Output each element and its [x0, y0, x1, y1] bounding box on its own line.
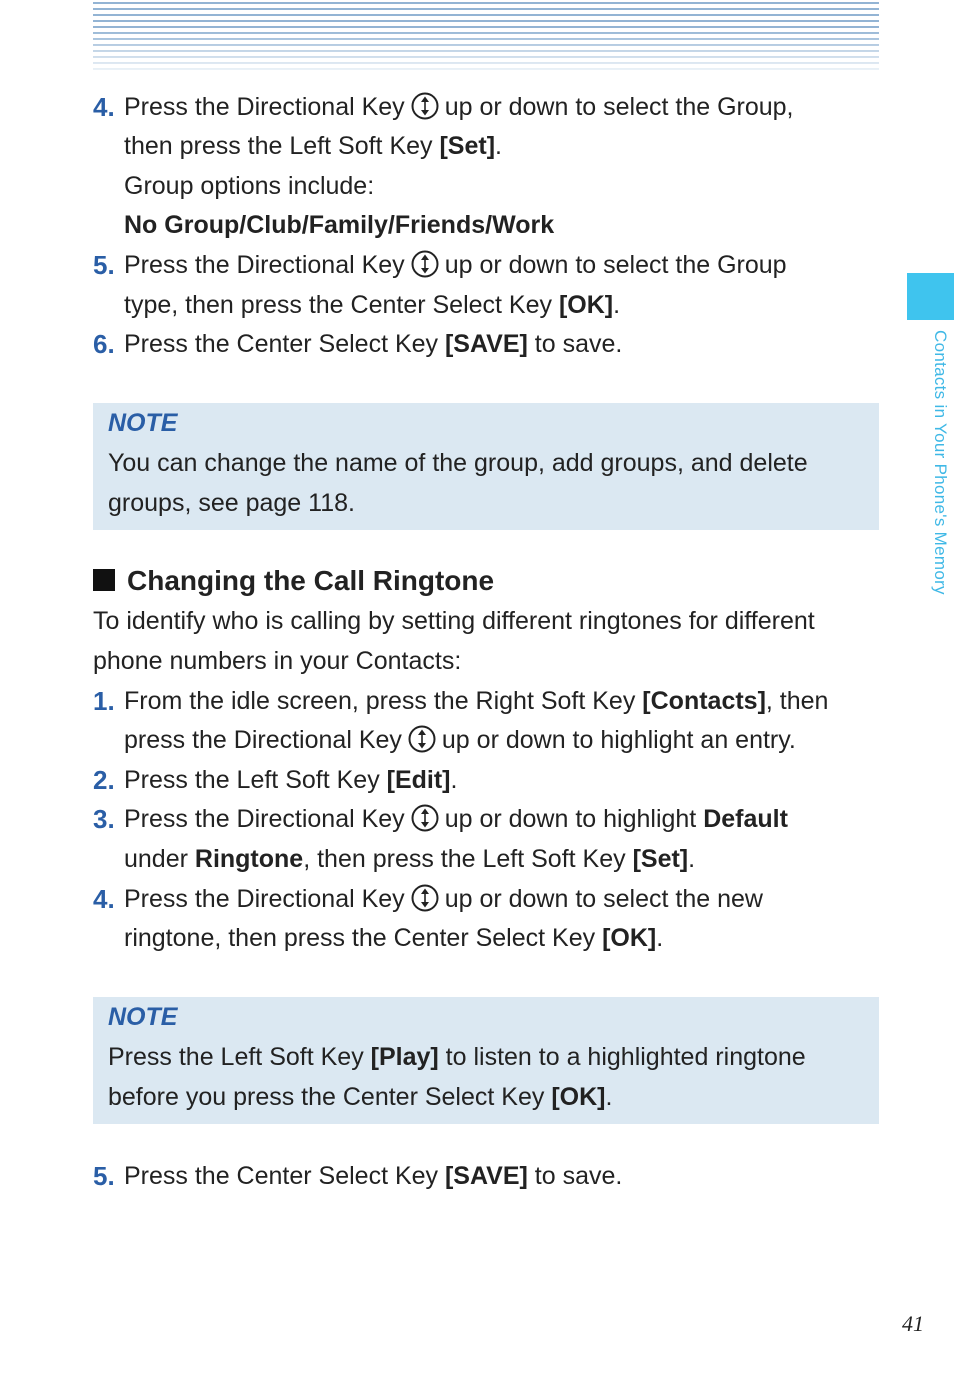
step-text: Press the Directional Key up or down to select the Group	[124, 251, 787, 279]
step-text: Press the Center Select Key [SAVE] to save.	[124, 330, 623, 358]
step-text: Press the Left Soft Key [Edit].	[124, 766, 458, 794]
step-text: Press the Center Select Key [SAVE] to save.	[124, 1162, 623, 1190]
note-title: NOTE	[108, 409, 178, 437]
chapter-tab	[907, 273, 954, 320]
step-number: 2.	[93, 765, 115, 795]
intro-text: To identify who is calling by setting different ringtones for different	[93, 607, 815, 635]
note-text: You can change the name of the group, add groups, and delete	[108, 449, 808, 477]
step-text: Press the Directional Key up or down to select the new	[124, 885, 763, 913]
directional-key-icon	[411, 92, 439, 120]
section-heading: Changing the Call Ringtone	[93, 565, 494, 597]
note-box	[93, 997, 879, 1124]
step-text: Group options include:	[124, 172, 375, 200]
step-text: then press the Left Soft Key [Set].	[124, 132, 502, 160]
step-text: type, then press the Center Select Key [OK].	[124, 291, 621, 319]
directional-key-icon	[411, 250, 439, 278]
step-text: Press the Directional Key up or down to select the Group,	[124, 93, 794, 121]
group-options: No Group/Club/Family/Friends/Work	[124, 211, 555, 239]
step-number: 6.	[93, 329, 115, 359]
note-text: before you press the Center Select Key [OK].	[108, 1083, 613, 1111]
step-number: 4.	[93, 884, 115, 914]
directional-key-icon	[411, 884, 439, 912]
step-text: press the Directional Key up or down to highlight an entry.	[124, 726, 796, 754]
step-number: 1.	[93, 686, 115, 716]
square-bullet-icon	[93, 569, 115, 591]
step-number: 4.	[93, 92, 115, 122]
directional-key-icon	[411, 804, 439, 832]
chapter-label: Contacts in Your Phone's Memory	[931, 330, 950, 595]
step-number: 3.	[93, 804, 115, 834]
intro-text: phone numbers in your Contacts:	[93, 647, 462, 675]
page-number: 41	[902, 1311, 924, 1336]
note-text: groups, see page 118.	[108, 489, 355, 517]
note-title: NOTE	[108, 1003, 178, 1031]
step-number: 5.	[93, 250, 115, 280]
note-box	[93, 403, 879, 530]
step-text: From the idle screen, press the Right Soft Key [Contacts], then	[124, 687, 829, 715]
step-text: ringtone, then press the Center Select Key [OK].	[124, 924, 664, 952]
step-text: Press the Directional Key up or down to highlight Default	[124, 805, 788, 833]
header-banner	[93, 2, 879, 74]
note-text: Press the Left Soft Key [Play] to listen to a highlighted ringtone	[108, 1043, 806, 1071]
step-text: under Ringtone, then press the Left Soft Key [Set].	[124, 845, 696, 873]
step-number: 5.	[93, 1161, 115, 1191]
directional-key-icon	[408, 725, 436, 753]
